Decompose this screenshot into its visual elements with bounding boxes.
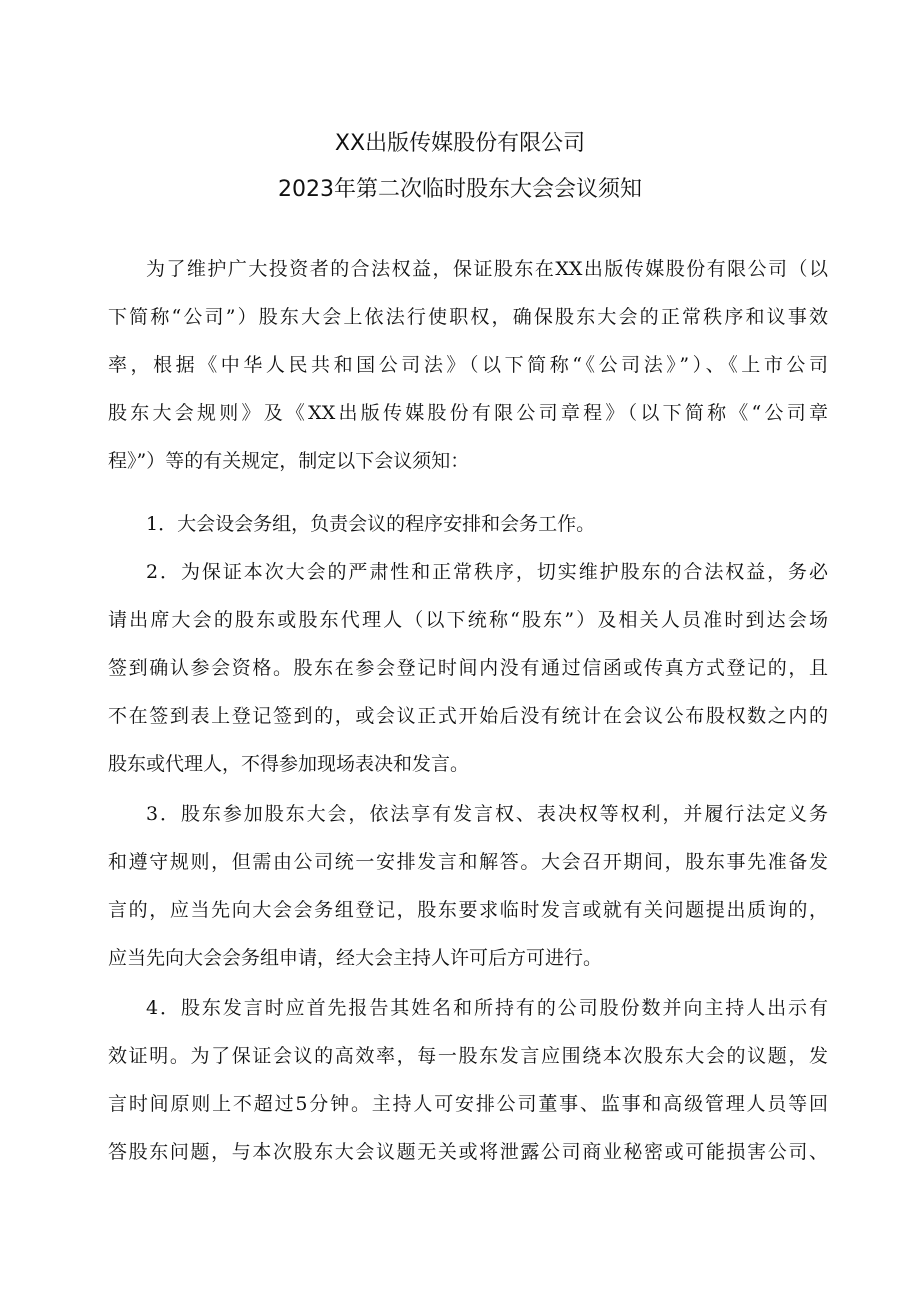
document-title-company: XX出版传媒股份有限公司 <box>334 131 586 156</box>
text-line: 股东或代理人，不得参加现场表决和发言。 <box>108 753 470 775</box>
text-line: 言的，应当先向大会会务组登记，股东要求临时发言或就有关问题提出质询的， <box>108 899 828 921</box>
text-line: 为了维护广大投资者的合法权益，保证股东在XX出版传媒股份有限公司（以 <box>146 258 828 280</box>
text-line: 1．大会设会务组，负责会议的程序安排和会务工作。 <box>146 513 596 535</box>
document-title-meeting: 2023年第二次临时股东大会会议须知 <box>278 177 642 202</box>
text-line: 3．股东参加股东大会，依法享有发言权、表决权等权利，并履行法定义务 <box>146 803 828 825</box>
text-line: 应当先向大会会务组申请，经大会主持人许可后方可进行。 <box>108 947 603 969</box>
text-line: 率，根据《中华人民共和国公司法》（以下简称“《公司法》”）、《上市公司 <box>108 354 828 376</box>
text-line: 签到确认参会资格。股东在参会登记时间内没有通过信函或传真方式登记的，且 <box>108 657 828 679</box>
text-line: 2．为保证本次大会的严肃性和正常秩序，切实维护股东的合法权益，务必 <box>146 561 828 583</box>
text-line: 下简称“公司”）股东大会上依法行使职权，确保股东大会的正常秩序和议事效 <box>108 306 828 328</box>
text-line: 言时间原则上不超过5分钟。主持人可安排公司董事、监事和高级管理人员等回 <box>108 1093 828 1115</box>
text-line: 答股东问题，与本次股东大会议题无关或将泄露公司商业秘密或可能损害公司、 <box>108 1141 828 1163</box>
text-line: 和遵守规则，但需由公司统一安排发言和解答。大会召开期间，股东事先准备发 <box>108 851 828 873</box>
text-line: 程》”）等的有关规定，制定以下会议须知： <box>108 450 470 472</box>
text-line: 不在签到表上登记签到的，或会议正式开始后没有统计在会议公布股权数之内的 <box>108 705 828 727</box>
text-line: 效证明。为了保证会议的高效率，每一股东发言应围绕本次股东大会的议题，发 <box>108 1045 828 1067</box>
text-line: 请出席大会的股东或股东代理人（以下统称“股东”）及相关人员准时到达会场 <box>108 609 828 631</box>
text-line: 4．股东发言时应首先报告其姓名和所持有的公司股份数并向主持人出示有 <box>146 997 828 1019</box>
text-line: 股东大会规则》及《XX出版传媒股份有限公司章程》（以下简称《“公司章 <box>108 402 828 424</box>
